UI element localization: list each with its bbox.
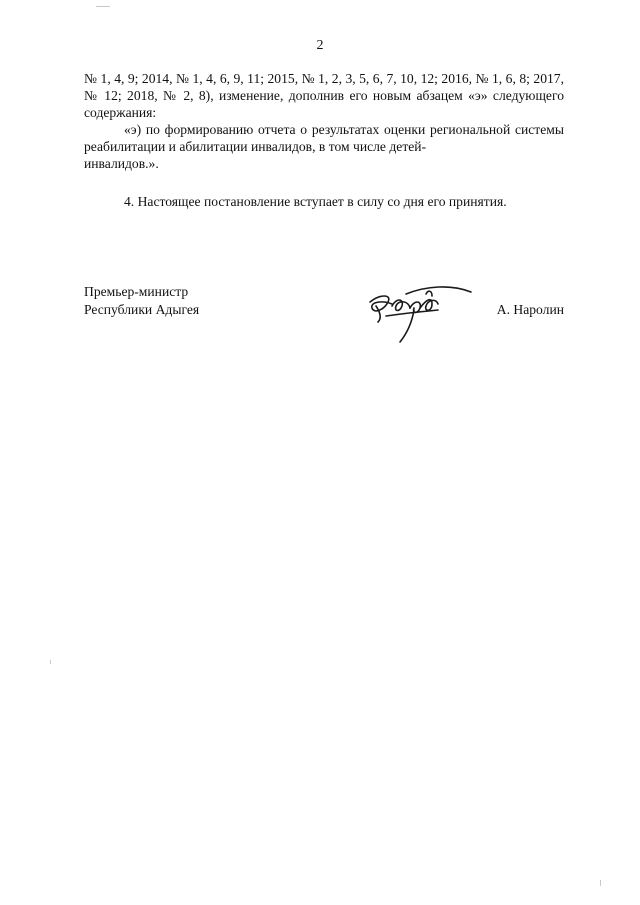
signatory-title-line1: Премьер-министр [84,284,189,299]
paragraph-point-4: 4. Настоящее постановление вступает в силу со дня его принятия. [124,194,507,209]
signatory-title [84,283,199,319]
quoted-paragraph-text: «э) по формированию отчета о результатах оценки региональной системы реабилитации и абилитации инвалидов, в том числе детей- [84,122,564,154]
quoted-paragraph-end: инвалидов.». [84,156,159,171]
signatory-name: А. Наролин [496,302,564,317]
quoted-paragraph [84,121,564,172]
handwritten-signature [366,280,476,355]
scan-artifact [50,660,51,664]
paragraph-continuation: № 1, 4, 9; 2014, № 1, 4, 6, 9, 11; 2015, № 1, 2, 3, 5, 6, 7, 10, 12; 2016, № 1, 6, 8; 2017, № 12; 2018, № 2, 8), изменение, дополнив его новым абзацем «э» следующего содержания: [84,71,564,120]
scan-artifact [600,880,601,886]
page-number: 2 [316,38,324,53]
signatory-title-line2: Республики Адыгея [84,302,200,317]
scan-artifact [96,6,110,7]
